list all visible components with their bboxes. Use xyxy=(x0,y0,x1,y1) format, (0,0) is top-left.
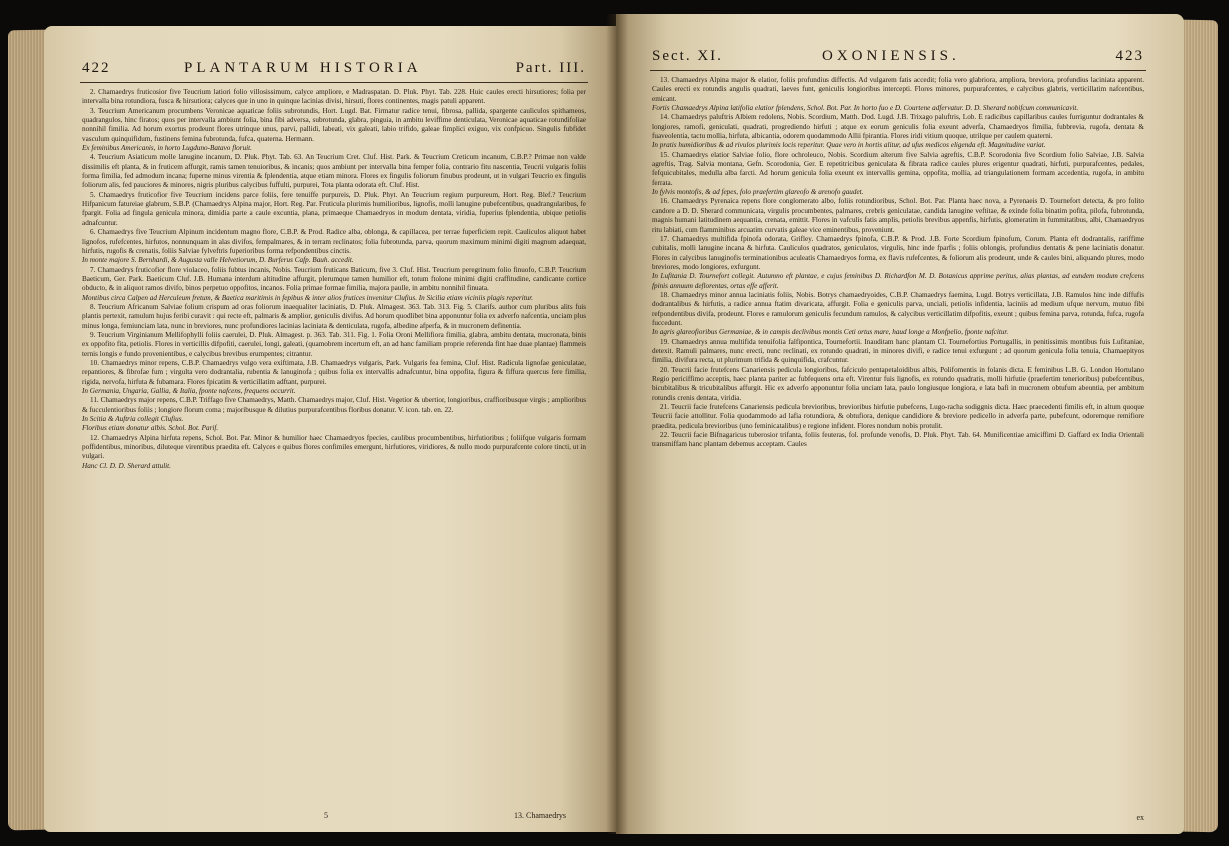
paragraph: 15. Chamaedrys elatior Salviae folio, flore ochroleuco, Nobis. Scordium alterum five Salvia agreftis, C.B.P. Scorodonia five Scordium folio Salviae, J.B. Salvia agreftis, Trag. Salvia montana, Gefn. Scorodonia, Ger. E repetitricibus geniculata & fibrata radice caules plures erigentur quadrati, hirfuti, purpurafcentes, pedales, fefquicubitales, medulla alba farcti. Ad horum genicula folia exeunt ex intervallis gemina, oppofita, mollia, ad triangulationem formam accedentia, rugofa, in ambitu ferrata. xyxy=(652,150,1144,187)
left-part-label: Part. III. xyxy=(515,60,586,76)
paragraph: In Scitia & Auftria collegit Clufius. xyxy=(82,415,184,424)
paragraph: Floribus etiam donatur albis. Schol. Bot. Parif. xyxy=(82,424,219,433)
paragraph: 14. Chamaedrys paluftris Albiem redolens, Nobis. Scordium, Matth. Dod. Lugd. J.B. Trixago paluftris, Lob. E radicibus capillaribus caules furriguntur dodrantales & longiores, ramofi, geniculati, quadrati, progrediendo hirfuti ; atque ex eorum geniculis folia exeunt adverfa, Chamaedryos fimilia, fubbrevia, rugofa, dentata & fuaveolentia, tactu mollia, hirfuta, albicantia, odorem quodammodo Allii fpirantia. Flores iridi vitium quoque, utrilque per caulem quaterni. xyxy=(652,113,1144,141)
paragraph: In agris glareofioribus Germaniae, & in campis declivibus montis Ceti ortus mare, haud longe a Monfpelio, fponte nafcitur. xyxy=(652,328,1009,337)
paragraph: 22. Teucrii facie Bifnagaricus tuberosior trifanta, foliis feuteras, fol. profunde venofis, D. Pluk. Phyt. Tab. 64. Munificentiae amiciffimi D. Gaffard ex India Orientali transmiffam hanc plantam debemus acceptam. Caules xyxy=(652,431,1144,449)
paragraph: 7. Chamaedrys fruticofior flore violaceo, foliis fubtus incanis, Nobis. Teucrium fruticans Baticum, five 3. Cluf. Hist. Teucrium peregrinum folio finuofo, C.B.P. Teucrium Baeticum, Ger. Park. Baeticum Cluf. J.B. Humana interdum altitudine affurgit, plerumque tamen humilior eft, totum ftolone minimi digiti craffitudine, candicante cortice obducto, & in aliquot ramos divifo, binos perpetuo oppofitos, incanos. Folia primae formae fimilia, majora paulle, in ambitu nonnihil finuata. xyxy=(82,265,586,293)
left-head-rule xyxy=(80,82,588,83)
paragraph: 9. Teucrium Virginianum Mellifophylli foliis caerulei, D. Pluk. Almagest. p. 363. Tab. 311. Fig. 1. Folia Oroni Mellifiora fimilia, glabra, ambitu dentata, mucronata, binis ex oppofito fita, petiolis. Flores in verticillis difpofiti, caerulei, longi, galeati, (quamobrem incertum eft, an ad hanc familiam proprie referenda fint hae duae plantae) flammeis ternis longis e fundo provenientibus, e calycibus brevibus erumpentes; citrantur. xyxy=(82,330,586,358)
paragraph: 12. Chamaedrys Alpina hirfuta repens, Schol. Bot. Par. Minor & humilior haec Chamaedryos fpecies, caulibus procumbentibus, hirfutioribus ; foliifque vulgaris formam poffidentibus, minoribus, diluteque virentibus praedita eft. Calyces e quibus flores confimiles emergunt, hirfutiores, viridiores, & nullo modo purpurafcente colore tincti, ut in vulgari. xyxy=(82,433,586,461)
right-section-label: Sect. XI. xyxy=(652,48,723,64)
paragraph: 18. Chamaedrys minor annua laciniatis foliis, Nobis. Botrys chamaedryoides, C.B.P. Chamaedrys faemina, Lugd. Botrys verticillata, J.B. Ramulos hinc inde diffufis dodrantalibus & hirfutis, a radice annua ftatim divaricata, affurgit. Folia e geniculis parva, unciali, petiolis infidentia, laciniis ad medium ufque nervum, mutuo fibi refpondentibus divifa, prodeunt. Flores e ramulorum geniculis fecundum ramulos, & calycibus verticillatim difpofitis, exeunt ; quibus femina parva, rotunda, fufca, rugofa fuccedunt. xyxy=(652,290,1144,327)
left-page xyxy=(44,26,616,832)
paragraph: In Germania, Ungaria, Gallia, & Italia, fponte nafcens, frequens occurrit. xyxy=(82,387,296,395)
paragraph: 20. Teucrii facie frutefcens Canariensis pedicula longioribus, fafciculo pentapetaloidibus albis, Polifomentis in folanis dicta. E feminibus L.B. G. London Hortulano Regio periciffimo acceptis, haec planta pariter ac fubfequens orta eft. Virentur fuis lignofis, ex rotundo quadratis, molli hirfutie (praefertim tenerioribus) pubefcentibus, bicubitalibus & tricubitalibus affurgit. Hic ex adverfo apponuntur folia unciam lata, paulo longiusque longiora, e lata bafi in mucronem obtufum abeuntia, per ambitum rotundis crenis dentata, viridia. xyxy=(652,365,1144,402)
left-page-edges xyxy=(8,30,48,831)
paragraph: 21. Teucrii facie frutefcens Canariensis pedicula brevioribus, brevioribus hirfutie pubefcens, Lugo-racha sodiggnis dicta. Haec praecedenti fimilis eft, in altum quoque Teucrii facie attollitur. Folia quodammodo ad lafia rotundiora, & obtufiora, denique candidiore & breviore pedicello in adverfa parte, pubefcunt, odoremque remifiore praedita, pedicula brevioribus (uno feminicatalibus) e regione infident. Flores nondum nobis protulit. xyxy=(652,403,1144,430)
paragraph: 8. Teucrium Africanum Salviae folium crispum ad oras foliorum inaequaliter laciniatis, D. Pluk. Almagest. 363. Tab. 313. Fig. 5. Clarifs. author cum pluribus alits fuis plantis pertexit, ramulum hujus feribi curavit : qui recte eft, palmaris & amplior, geniculis divifus. Ad horum quodlibet bina apponuntur folia ex adverfo nafcentia, unciam plus minus longa, femiunciam lata, nunc in breviores, nunc profundiores lacinias laciniata & denticulata, rugofa, albedine afperfa, & in mucronem definentia. xyxy=(82,302,586,330)
right-page xyxy=(616,14,1184,834)
paragraph: 3. Teucrium Americanum procumbens Veronicae aquaticae foliis subrotundis, Hort. Lugd. Bat. Firmatur radice tenui, fibrosa, pallida, spargente cauliculos spithameos, quadrangulos, hinc firatos; quos per intervalla ambiunt folia, bina fibi adversa, subrotunda, glabra, pinguia, in ambitu leviffime denticulata, Veronicae aquaticae rotundifoliae nonnihil fimilia. Ad horum exortus prodeunt flores utrinque unus, parvi, pallidi, labeati, vix galeati, labio trifido, galeae fimplici exiguo, vix confpicuo. Singulis fubfidet vasculum quinquifidum, fustinens femina fubrotunda, fufca, quaterna. Hermann. xyxy=(82,106,586,143)
right-page-edges xyxy=(1182,20,1218,833)
paragraph: 17. Chamaedrys multifida fpinofa odorata, Grifley. Chamaedrys fpinofa, C.B.P. & Prod. J.B. Forte Scordium fpinofum, Corum. Planta eft dodrantalis, rariffime cubitalis, molli lanugine incana & hirfuta. Cauliculos quadratos, geniculatos, virgulis, hinc inde fparfis ; foliis oblongis, profundius dentatis & pene laciniatis donatur. Flores in calycibus lanuginofis terminationibus aculeatis Chamaedryos forma, ex flavis rufefcentes, & foliorum alis prodeunt, unde & caules bini, aliquando plures, modo breviores, modo longiores, exfurgunt. xyxy=(652,234,1144,271)
paragraph: In Lufitania D. Tournefort collegit. Autumno eft plantae, e cujus feminibus D. Richardfon M. D. Botanicus apprime peritus, alias plantas, ad eundem modum crefcens fpinis annuum deflorentas, ortas effe afferit. xyxy=(652,272,1144,290)
paragraph: 6. Chamaedrys five Teucrium Alpinum incidentum magno flore, C.B.P. & Prod. Radice alba, oblonga, & capillacea, per terrae fuperficiem repit. Cauliculos aliquot habet lignofos, rufefcentes, hirfutos, nonnunquam in alas divifos, fempalmares, & in terram reclinatos; folia fubrotunda, parva, quorum maximum minimi digiti magnum adaequat, hirfutis, rugofis & crenatis, foliis Salviae fylveftris fuperioribus forma refpondentibus cinctis. xyxy=(82,228,586,255)
left-signature: 5 xyxy=(324,811,328,820)
right-running-title: OXONIENSIS. xyxy=(822,48,960,64)
left-body-text xyxy=(82,88,586,802)
paragraph: Hanc Cl. D. D. Sherard attulit. xyxy=(82,461,171,470)
paragraph: 11. Chamaedrys major repens, C.B.P. Triffago five Chamaedrys, Matth. Chamaedrys major, Cluf. Hist. Vegetior & ubertior, longioribus, craffioribusque virgis ; amplioribus & fucculentioribus foliis ; longiore florum coma ; majoribusque & dilutius purpurafcentibus floribus donatur. V. icon. tab. en. 22. xyxy=(82,396,586,414)
right-running-head xyxy=(616,48,1184,68)
paragraph: In fylvis montofis, & ad fepes, folo praefertim glareofo & arenofo gaudet. xyxy=(652,188,864,197)
right-head-rule xyxy=(650,70,1146,71)
paragraph: In pratis humidioribus & ad rivulos plurimis locis reperitur. Quae vero in hortis alitur, ad ufus medicos eligenda eft. Magnitudine variat. xyxy=(652,141,1046,150)
right-catchword: ex xyxy=(1136,813,1144,822)
paragraph: 5. Chamaedrys fruticofior five Teucrium incidens parce foliis, fere tenuiffe purpureis, D. Pluk. Phyt. An Teucrium regium purpureum, Hort. Reg. Blef.? Teucrium Hifpanicum fatureiae glabrum, S.B.P. (Chamaedrys Alpina major, Hort. Reg. Par. Fruticula plurimis humilioribus, lignofis, molli lanugine pubefcentibus, quadrangularibus, fe fpargit. Folia ad fingula genicula minora, dimidia parte a caule excuntia, plana, primaeque Chamaedryos in modum dentata, viridia, fuperius fplendentia, ubique petiolis adnafcuntur. xyxy=(82,190,586,227)
right-folio: 423 xyxy=(1115,48,1144,64)
paragraph: 19. Chamaedrys annua multifida tenuifolia falfipontica, Tournefortii. Inauditam hanc plantam Cl. Tournefortius Portugallis, in penitissimis montibus fuis Lufitaniae, detexit. Ramuli palmares, nunc erecti, nunc reclinati, ex rotundo quadrati, in minores divifi, e radice tenui exfurgunt ; ad quorum genicula folia tenuia, Chamaepityos fimilia, divifura recta, ut plurimum trifida & quinquifida, crafcuntur. xyxy=(652,337,1144,365)
right-body-text xyxy=(652,76,1144,804)
paragraph: Montibus circa Calpen ad Herculeum fretum, & Baetica maritimis in fepibus & inter alios frutices invenitur Clufius. In Sicilia etiam viciniis plagis reperitur. xyxy=(82,293,534,302)
left-folio: 422 xyxy=(82,60,111,76)
paragraph: 16. Chamaedrys Pyrenaica repens flore conglomerato albo, foliis rotundioribus, Schol. Bot. Par. Planta haec nova, a Pyrenaeis D. Tournefort detecta, & pro folito candore a D. D. Sherard communicata, virgulis procumbentes, palmares, crebris geniculatae, candida lanugine veftitae, & exinde folia binatim pofita, pilofa, fubrotunda, magnis humani latitudinem aequantia, crenata, emittit. Flores in vafculis fatis amplis, petiolis brevibus appenfis, hirfutis, glomeratim in fummitatibus, albi, Chamaedryos ritu labiati, cum flamminibus arcuatim curvatis galeae vice eminentibus, proveniunt. xyxy=(652,197,1144,234)
paragraph: 4. Teucrium Asiaticum molle lanugine incanum, D. Pluk. Phyt. Tab. 63. An Teucrium Cret. Cluf. Hist. Park. & Teucrium Creticum incanum, C.B.P.? Primae non valde dissimilis eft planta, & in fruticem affurgit, ramis tamen tenuioribus, & incanis; quos ambiunt per intervalla bina femper folia, contrario fitu nascentia, Teucrii vulgaris foliis forma fimilia, fed admodum incana; fuperne minus virentia & fplendentia, atque etiam minora. Flores ex fingulis foliorum finubus prodeunt, ut in vulgari Teucrio ex fingulis foliorum alis, fed pauciores & minores, nigris pluribus calycibus fuffulti, purpurei, Tota planta odorata eft. Cluf. Hist. xyxy=(82,153,586,190)
paragraph: In monte majore S. Bernhardi, & Augusta valle Helvetiorum, D. Burferus Cafp. Bauh. accedit. xyxy=(82,256,354,265)
paragraph: 10. Chamaedrys minor repens, C.B.P. Chamaedrys vulgo vera exiftimata, J.B. Chamaedrys vulgaris, Park. Vulgaris fea femina, Cluf. Hist. Radicula lignofae geniculatae, repantiores, & fibrofae fum ; virgulta vero dodrantalia, rubentia & lanuginofa ; quibus folia ex intervallis adnafcuntur, bina oppofita, figura & fiffura quercus fere fimilia, rigida, nervofa, hirfuta & fubamara. Flores fpicatim & verticillatim adftant, purpurei. xyxy=(82,358,586,386)
left-catchword: 13. Chamaedrys xyxy=(514,811,566,820)
paragraph: 2. Chamaedrys fruticosior five Teucrium latiori folio villosissimum, calyce ampliore, e Madraspatan. D. Pluk. Phyt. Tab. 228. Huic caules erecti hirsutiores; folia per intervalla bina rotundiora, fusca & hirsutiora; calyces que in uno in quinque lacinias divisi, hirsuti, flores continentes, magis patuli apparent. xyxy=(82,88,586,106)
paragraph: 13. Chamaedrys Alpina major & elatior, foliis profundius diffectis. Ad vulgarem fatis accedit; folia vero glabriora, ampliora, breviora, profundius laciniata apparent. Caules erecti ex rotundis angulis quadrati, laeves funt, geniculis longioribus intercepti. Flores minores, purpurafcentes, e calycibus glabris, verticillatim nafcentibus, emicant. xyxy=(652,76,1144,103)
paragraph: Ex feminibus Americanis, in horto Lugduno-Batavo floruit. xyxy=(82,144,252,153)
paragraph: Fortis Chamaedrys Alpina latifolia elatior fplendens, Schol. Bot. Par. In horto fuo e D. Courtene adfervatur. D. D. Sherard nobifcum communicavit. xyxy=(652,104,1079,113)
left-running-title: PLANTARUM HISTORIA xyxy=(184,60,422,76)
left-running-head xyxy=(44,60,616,80)
